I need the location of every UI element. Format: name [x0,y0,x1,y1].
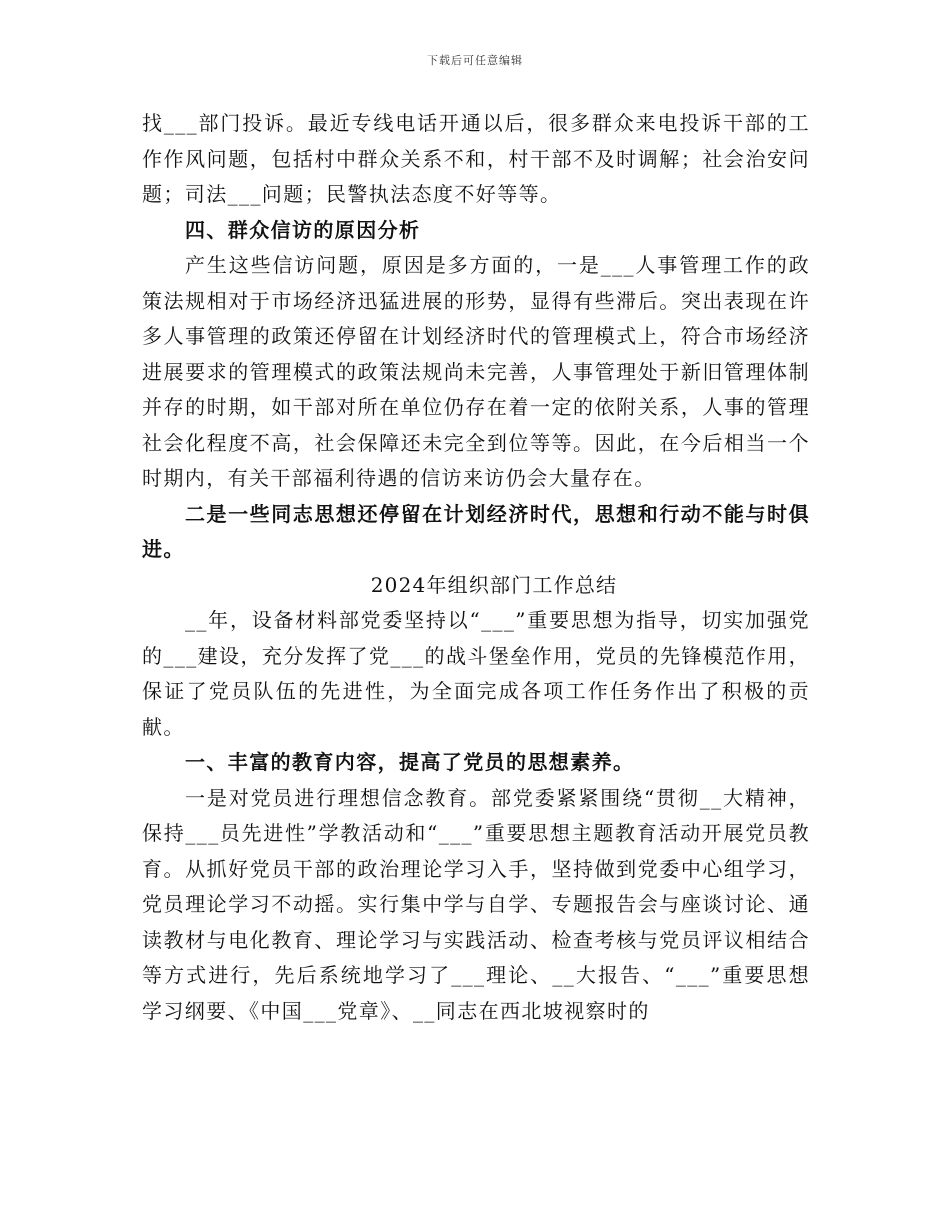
paragraph-intro: __年，设备材料部党委坚持以“___”重要思想为指导，切实加强党的___建设，充分发挥了党___的战斗堡垒作用，党员的先锋模范作用，保证了党员队伍的先进性，为全面完成各项工作任务作出了积极的贡献。 [142,608,810,739]
paragraph-causes: 产生这些信访问题，原因是多方面的，一是___人事管理工作的政策法规相对于市场经济迅猛进展的形势，显得有些滞后。突出表现在许多人事管理的政策还停留在计划经济时代的管理模式上，符合市场经济进展要求的管理模式的政策法规尚未完善，人事管理处于新旧管理体制并存的时期，如干部对所在单位仍存在着一定的依附关系，人事的管理社会化程度不高，社会保障还未完全到位等等。因此，在今后相当一个时期内，有关干部福利待遇的信访来访仍会大量存在。 [142,253,810,490]
document-title: 2024年组织部门工作总结 [370,572,618,597]
document-body [142,106,810,1029]
section-heading-1: 一、丰富的教育内容，提高了党员的思想素养。 [185,750,635,774]
paragraph-reason-2: 二是一些同志思想还停留在计划经济时代，思想和行动不能与时俱进。 [142,501,810,561]
page-header-note: 下载后可任意编辑 [427,54,523,67]
section-heading-4: 四、群众信访的原因分析 [185,217,421,242]
paragraph-complaints: 找___部门投诉。最近专线电话开通以后，很多群众来电投诉干部的工作作风问题，包括村中群众关系不和，村干部不及时调解；社会治安问题；司法___问题；民警执法态度不好等等。 [142,111,810,206]
paragraph-education: 一是对党员进行理想信念教育。部党委紧紧围绕“贯彻__大精神，保持___员先进性”学教活动和“___”重要思想主题教育活动开展党员教育。从抓好党员干部的政治理论学习入手，坚持做到党委中心组学习，党员理论学习不动摇。实行集中学与自学、专题报告会与座谈讨论、通读教材与电化教育、理论学习与实践活动、检查考核与党员评议相结合等方式进行，先后系统地学习了___理论、__大报告、“___”重要思想学习纲要、《中国___党章》、__同志在西北坡视察时的 [142,785,810,1023]
